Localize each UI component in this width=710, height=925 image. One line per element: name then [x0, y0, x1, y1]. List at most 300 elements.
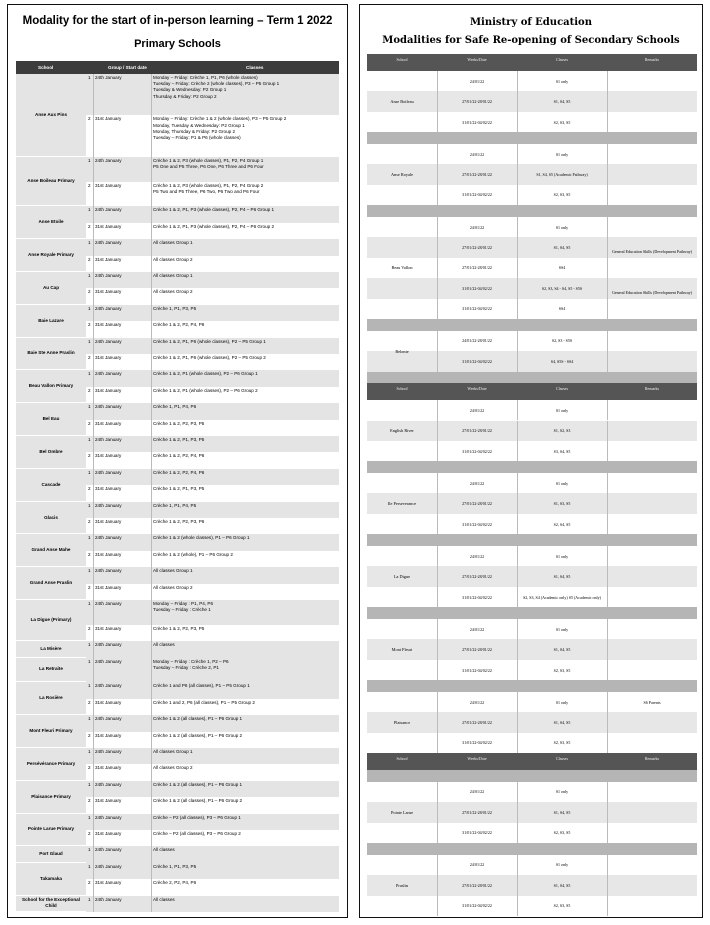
school-name: Persévérance Primary [26, 760, 76, 766]
school-name: School for the Exceptional Child [22, 897, 80, 909]
school-name: Ile Perseverance [387, 501, 417, 507]
week-date: 24/01/22 [469, 224, 485, 230]
section-separator [367, 770, 697, 782]
column-divider [151, 600, 152, 625]
start-date: 31st January [95, 699, 122, 705]
group-number: 1 [88, 642, 91, 648]
group-row [86, 534, 339, 550]
classes: S2, S3 - S5S [551, 338, 573, 344]
column-divider [517, 660, 518, 680]
classes: S1 only [555, 407, 569, 413]
column-divider [93, 863, 94, 879]
school-name: English River [390, 428, 414, 434]
column-divider [517, 875, 518, 895]
column-divider [517, 639, 518, 659]
week-date: 27/01/22-28/01/22 [462, 720, 492, 725]
remarks [607, 421, 697, 441]
remarks [607, 71, 697, 91]
column-header-remarks: Remarks [644, 57, 660, 62]
section-separator [367, 132, 697, 144]
classes-line: All classes Group 2 [153, 256, 193, 262]
column-header-classes: Classes [246, 65, 264, 70]
classes-line: Crèche – P2 (all classes), P3 – P6 Group 2 [153, 830, 241, 836]
column-divider [93, 658, 94, 683]
classes-line: Crèche 1, P1, P4, P6 [153, 404, 197, 410]
remarks: S6 Parents [643, 699, 661, 705]
classes-cell [153, 782, 337, 788]
remarks [607, 351, 697, 371]
column-divider [151, 682, 152, 698]
group-row [86, 682, 339, 698]
school-name: Plaisance Primary [31, 793, 71, 799]
classes-cell [153, 158, 337, 170]
column-divider [517, 421, 518, 441]
column-divider [437, 217, 438, 319]
classes-cell [153, 183, 337, 195]
primary-table-header [16, 61, 339, 74]
group-row [86, 387, 339, 403]
classes-line: All classes Group 1 [153, 748, 193, 754]
classes-line: Crèche 1 & 2, P1, P3 (whole classes), P2, P4 – P6 Group 2 [153, 223, 275, 229]
classes-cell [153, 207, 337, 213]
group-row [86, 814, 339, 830]
remarks [607, 566, 697, 586]
remarks [607, 546, 697, 566]
column-divider [93, 846, 94, 862]
classes: S1, S2, S3 [553, 428, 571, 434]
column-header-remarks: Remarks [644, 386, 660, 392]
column-divider [607, 400, 608, 420]
column-divider [151, 567, 152, 583]
remarks [607, 855, 697, 875]
classes-cell [153, 700, 337, 706]
column-divider [437, 855, 438, 916]
week-date: 27/01/22-28/01/22 [462, 574, 492, 580]
classes-cell [153, 880, 337, 886]
remarks [607, 823, 697, 843]
group-number: 1 [88, 535, 91, 541]
start-date: 24th January [95, 240, 122, 246]
week-date: 27/01/22-28/01/22 [462, 501, 492, 507]
column-divider [93, 115, 94, 156]
week-date: 31/01/22-04/02/22 [462, 119, 492, 125]
classes: S4, S5S - SS4 [550, 358, 574, 364]
classes-line: Crèche 1 & 2, P1, P3, P5 [153, 486, 205, 492]
week-date: 27/01/22-28/01/22 [462, 265, 492, 271]
start-date: 24th January [95, 157, 122, 163]
start-date: 31st January [95, 256, 122, 262]
classes: S3, S4, S5 [553, 448, 571, 454]
group-number: 1 [88, 436, 91, 442]
column-divider [151, 256, 152, 272]
column-divider [93, 896, 94, 912]
column-header-school: School [396, 57, 408, 62]
school-block [16, 469, 339, 502]
column-divider [607, 823, 608, 843]
column-divider [93, 469, 94, 485]
classes-line: Crèche 1, P1, P3, P5 [153, 305, 197, 311]
classes-line: Crèche 1 & 2, P2, P4, P6 [153, 453, 205, 459]
group-number: 1 [88, 157, 91, 163]
column-divider [607, 712, 608, 732]
group-number: 2 [88, 256, 91, 262]
group-number: 2 [88, 765, 91, 771]
classes-cell [153, 765, 337, 771]
column-divider [151, 534, 152, 550]
school-name: Bel Eau [42, 416, 60, 422]
column-divider [93, 354, 94, 370]
primary-table-body [16, 74, 339, 912]
classes-line: Crèche 1 & 2, P2, P3, P5 [153, 625, 205, 631]
column-divider [607, 875, 608, 895]
column-divider [607, 112, 608, 132]
classes: S1 only [555, 789, 569, 795]
column-divider [151, 321, 152, 337]
column-divider [607, 587, 608, 607]
week-date: 24/01/22 [469, 553, 485, 559]
classes-cell [153, 659, 337, 671]
start-date: 24th January [95, 896, 122, 902]
school-name: Cascade [41, 481, 61, 487]
classes-line: P5 Two and P5 Three, P6 Two, P6 Two and P6 Four [153, 188, 260, 194]
classes-cell [153, 404, 337, 410]
school-block [16, 74, 339, 157]
start-date: 31st January [95, 798, 122, 804]
classes: S1 only [555, 699, 569, 705]
group-row [86, 641, 339, 657]
school-block [16, 370, 339, 403]
column-divider [151, 764, 152, 780]
section-separator [367, 607, 697, 619]
column-divider [93, 584, 94, 600]
group-row [86, 863, 339, 879]
group-number: 1 [88, 338, 91, 344]
group-number: 2 [88, 420, 91, 426]
column-divider [517, 692, 518, 712]
classes-line: Crèche 1 & 2, P1, P6 (whole classes), P2 – P5 Group 2 [153, 354, 266, 360]
week-date: 31/01/22-04/02/22 [462, 448, 492, 454]
start-date: 31st January [95, 880, 122, 886]
column-divider [93, 764, 94, 780]
column-divider [151, 239, 152, 255]
start-date: 24th January [95, 272, 122, 278]
start-date: 24th January [95, 338, 122, 344]
school-name: Anse Etoile [38, 219, 64, 225]
column-divider [517, 587, 518, 607]
week-date: 31/01/22-04/02/22 [462, 521, 492, 527]
start-date: 24th January [95, 502, 122, 508]
classes-cell [153, 306, 337, 312]
school-name: Grand Anse Praslin [29, 580, 73, 586]
column-divider [517, 782, 518, 802]
column-divider [151, 288, 152, 304]
school-name: La Digue (Primary) [30, 617, 72, 623]
column-divider [151, 551, 152, 567]
classes: S1 only [555, 553, 569, 559]
column-divider [607, 802, 608, 822]
column-divider [151, 732, 152, 748]
classes-cell [153, 453, 337, 459]
column-divider [93, 288, 94, 304]
start-date: 31st January [95, 584, 122, 590]
column-divider [151, 436, 152, 452]
column-divider [151, 403, 152, 419]
column-divider [93, 206, 94, 222]
school-name: Takamaka [40, 875, 62, 881]
section-separator [367, 205, 697, 217]
classes-line: All classes Group 2 [153, 289, 193, 295]
column-divider [151, 420, 152, 436]
start-date: 31st January [95, 625, 122, 631]
group-row [86, 846, 339, 862]
column-divider [93, 551, 94, 567]
group-row [86, 715, 339, 731]
column-divider [151, 452, 152, 468]
group-number: 2 [88, 387, 91, 393]
column-divider [437, 619, 438, 680]
column-header-weeks: Weeks/Date [467, 756, 487, 762]
classes: S1 only [555, 224, 569, 230]
column-divider [607, 144, 608, 164]
classes-line: All classes Group 1 [153, 272, 193, 278]
classes-cell [153, 864, 337, 870]
column-divider [151, 715, 152, 731]
column-divider [607, 331, 608, 351]
remarks [607, 802, 697, 822]
start-date: 31st January [95, 453, 122, 459]
column-divider [93, 223, 94, 239]
column-divider [151, 896, 152, 912]
column-divider [93, 452, 94, 468]
group-row [86, 732, 339, 748]
remarks [607, 639, 697, 659]
classes-line: All classes [153, 896, 175, 902]
classes: SS4 [558, 306, 566, 312]
school-name: Praslin [396, 882, 408, 888]
column-divider [517, 493, 518, 513]
group-number: 1 [88, 683, 91, 689]
school-name: Beau Vallon Primary [28, 383, 74, 389]
classes: S1, S4, S5 [553, 647, 571, 653]
classes-line: Crèche 1 & 2, P2, P3, P6 [153, 518, 205, 524]
group-number: 1 [88, 240, 91, 246]
remarks [607, 473, 697, 493]
column-divider [93, 518, 94, 534]
remarks [607, 712, 697, 732]
column-divider [93, 387, 94, 403]
group-number: 1 [88, 371, 91, 377]
classes-line: Crèche – P2 (all classes), P3 – P6 Group 1 [153, 814, 241, 820]
classes-line: Crèche 1 & 2, P2, P4, P6 [153, 322, 205, 328]
column-divider [517, 299, 518, 319]
group-row [86, 518, 339, 534]
group-row [86, 625, 339, 641]
group-number: 2 [88, 223, 91, 229]
remarks [607, 660, 697, 680]
column-divider [151, 354, 152, 370]
school-block [16, 846, 339, 862]
group-number: 2 [88, 322, 91, 328]
column-divider [517, 823, 518, 843]
column-divider [93, 239, 94, 255]
week-date: 31/01/22-04/02/22 [462, 285, 492, 291]
column-header-classes: Classes [556, 57, 568, 62]
group-row [86, 403, 339, 419]
start-date: 24th January [95, 371, 122, 377]
column-divider [517, 164, 518, 184]
school-name: Belonie [395, 348, 409, 354]
column-divider [151, 641, 152, 657]
group-number: 2 [88, 182, 91, 188]
column-divider [93, 879, 94, 895]
classes-cell [153, 815, 337, 821]
remarks [607, 896, 697, 916]
group-number: 2 [88, 584, 91, 590]
start-date: 31st January [95, 420, 122, 426]
classes-cell [153, 552, 337, 558]
column-header-remarks: Remarks [644, 756, 660, 762]
group-row [86, 223, 339, 239]
column-divider [93, 338, 94, 354]
week-date: 31/01/22-04/02/22 [462, 667, 492, 673]
group-number: 1 [88, 568, 91, 574]
group-number: 2 [88, 518, 91, 524]
school-block [16, 748, 339, 781]
column-divider [93, 420, 94, 436]
column-divider [151, 272, 152, 288]
classes: SS4 [558, 265, 566, 271]
school-name: Mont Fleuri [391, 647, 413, 653]
column-divider [517, 278, 518, 298]
school-block [16, 305, 339, 338]
column-divider [151, 370, 152, 386]
group-row [86, 256, 339, 272]
school-block [16, 896, 339, 912]
group-row [86, 305, 339, 321]
column-divider [93, 256, 94, 272]
school-name: Anse Aux Pins [35, 111, 67, 117]
column-divider [607, 493, 608, 513]
week-date: 24/01/22 [469, 480, 485, 486]
column-divider [151, 338, 152, 354]
start-date: 24th January [95, 305, 122, 311]
start-date: 31st January [95, 223, 122, 229]
column-divider [517, 144, 518, 164]
column-divider [517, 441, 518, 461]
remarks [607, 400, 697, 420]
group-number: 1 [88, 469, 91, 475]
classes-line: P5 One and P5 Three, P6 One, P6 Three and P6 Four [153, 164, 264, 170]
column-divider [151, 781, 152, 797]
group-number: 2 [88, 551, 91, 557]
classes: S2, S4, S5 [553, 521, 571, 527]
classes-cell [153, 535, 337, 541]
column-divider [517, 351, 518, 371]
classes-cell [153, 116, 337, 141]
week-date: 27/01/22-28/01/22 [462, 809, 492, 815]
week-date: 24/01/22 [469, 151, 485, 157]
remarks [607, 875, 697, 895]
school-name: La Digue [393, 574, 411, 580]
school-name: Pointe Larue Primary [27, 826, 75, 832]
group-row [86, 502, 339, 518]
group-number: 1 [88, 781, 91, 787]
school-name: La Rosière [39, 695, 63, 701]
column-divider [607, 782, 608, 802]
group-number: 2 [88, 699, 91, 705]
classes-cell [153, 601, 337, 613]
section-separator [367, 843, 697, 855]
column-divider [151, 748, 152, 764]
classes-line: Monday – Friday: Crèche 1 & 2 (whole classes), P3 – P5 Group 2 [153, 116, 287, 122]
group-number: 2 [88, 289, 91, 295]
school-block [16, 403, 339, 436]
group-row [86, 321, 339, 337]
group-number: 1 [88, 272, 91, 278]
group-row [86, 239, 339, 255]
remarks [607, 441, 697, 461]
column-divider [93, 625, 94, 641]
column-divider [517, 473, 518, 493]
group-number: 2 [88, 486, 91, 492]
classes-line: Crèche 1 & 2, P1, P3, P5 [153, 436, 205, 442]
start-date: 24th January [95, 75, 122, 80]
start-date: 24th January [95, 781, 122, 787]
classes: S1, S3, S5 [553, 501, 571, 507]
classes-line: Crèche 2, P2, P4, P6 [153, 880, 197, 886]
group-number: 2 [88, 798, 91, 804]
column-divider [93, 814, 94, 830]
remarks [607, 144, 697, 164]
classes-line: Tuesday – Friday : Crèche 2, P1 [153, 664, 219, 670]
column-divider [93, 74, 94, 115]
start-date: 31st January [95, 486, 122, 492]
week-date: 27/01/22-28/01/22 [462, 647, 492, 653]
start-date: 24th January [95, 469, 122, 475]
remarks [607, 619, 697, 639]
classes-cell [153, 322, 337, 328]
column-divider [151, 797, 152, 813]
classes-cell [153, 470, 337, 476]
group-number: 1 [88, 601, 91, 607]
school-name: Glacis [44, 514, 58, 520]
classes: S2, S3, S5 [553, 740, 571, 746]
classes-cell [153, 224, 337, 230]
column-divider [93, 403, 94, 419]
remarks [607, 185, 697, 205]
column-divider [517, 112, 518, 132]
group-row [86, 896, 339, 912]
classes-cell [153, 568, 337, 574]
start-date: 24th January [95, 436, 122, 442]
column-divider [437, 546, 438, 607]
column-header-school: School [396, 756, 408, 762]
column-divider [93, 567, 94, 583]
column-divider [93, 272, 94, 288]
start-date: 24th January [95, 748, 122, 754]
column-divider [607, 421, 608, 441]
classes-cell [153, 683, 337, 689]
column-divider [517, 91, 518, 111]
secondary-schools-page [359, 4, 703, 918]
column-divider [151, 485, 152, 501]
group-row [86, 567, 339, 583]
school-block [16, 641, 339, 657]
section-separator [367, 680, 697, 692]
classes-line: Crèche 1 & 2 (all classes), P1 – P6 Group 1 [153, 781, 243, 787]
start-date: 24th January [95, 814, 122, 820]
week-date: 24/01/22-28/01/22 [462, 338, 492, 344]
